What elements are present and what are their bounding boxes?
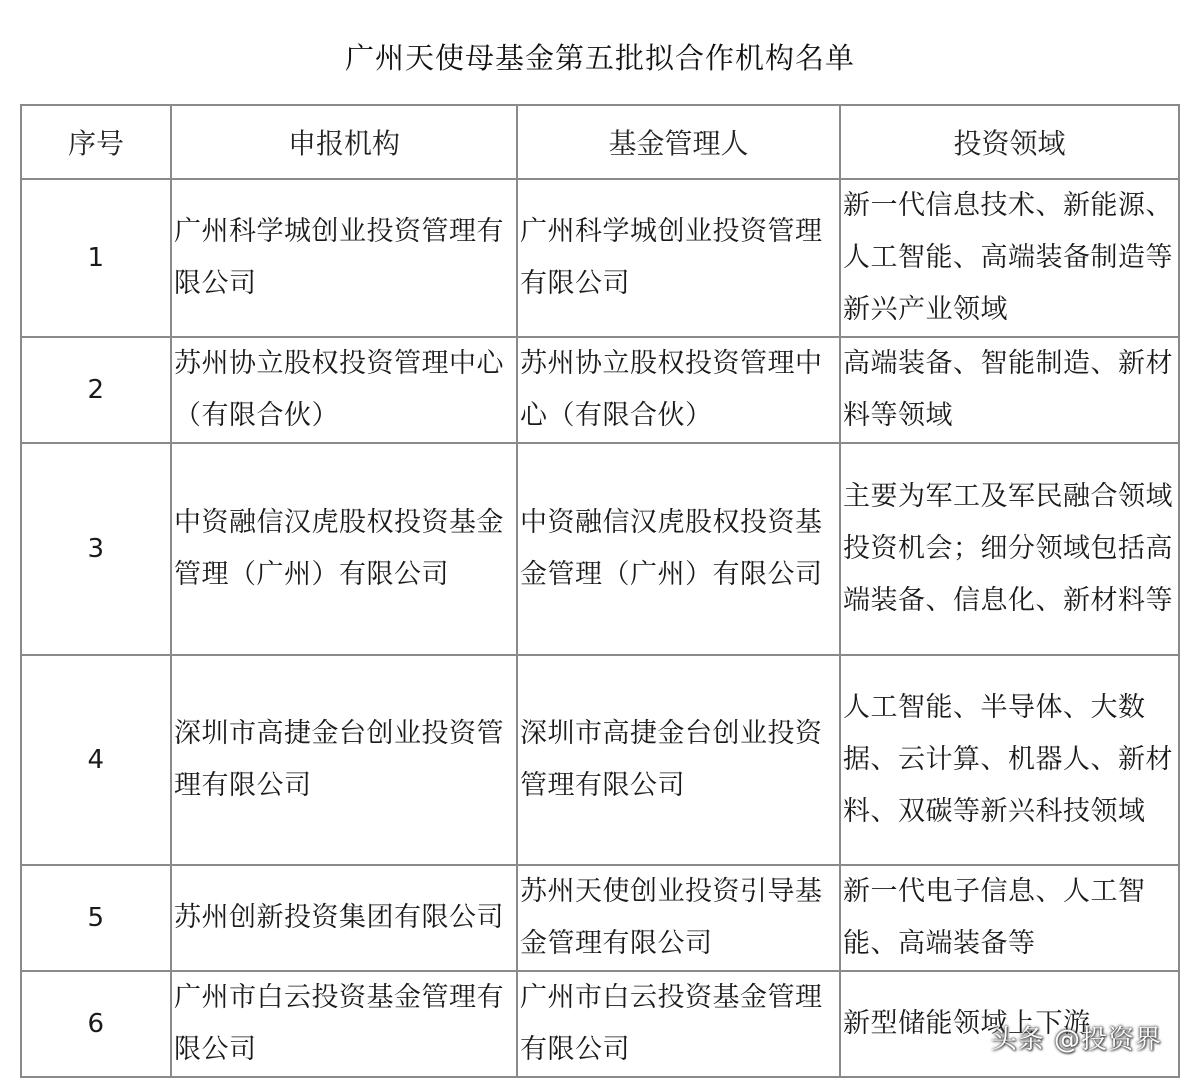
header-no: 序号 [21, 105, 171, 179]
row-no: 6 [21, 971, 171, 1077]
watermark: 头条 @投资界 [990, 1025, 1162, 1055]
row-field: 主要为军工及军民融合领域投资机会；细分领域包括高端装备、信息化、新材料等 [840, 443, 1179, 655]
table-row [21, 337, 1179, 443]
table-row [21, 865, 1179, 971]
table-header-row [21, 105, 1179, 179]
header-field: 投资领域 [840, 105, 1179, 179]
row-no: 2 [21, 337, 171, 443]
table-row [21, 655, 1179, 865]
row-manager: 苏州天使创业投资引导基金管理有限公司 [517, 865, 840, 971]
row-applicant: 苏州创新投资集团有限公司 [171, 865, 517, 971]
table-row [21, 443, 1179, 655]
row-field: 新一代电子信息、人工智能、高端装备等 [840, 865, 1179, 971]
row-applicant: 广州科学城创业投资管理有限公司 [171, 179, 517, 337]
table-row [21, 179, 1179, 337]
institution-table [20, 104, 1180, 1078]
row-manager: 中资融信汉虎股权投资基金管理（广州）有限公司 [517, 443, 840, 655]
row-field: 人工智能、半导体、大数据、云计算、机器人、新材料、双碳等新兴科技领域 [840, 655, 1179, 865]
row-no: 1 [21, 179, 171, 337]
row-field: 新型储能领域上下游 [840, 971, 1179, 1077]
row-applicant: 深圳市高捷金台创业投资管理有限公司 [171, 655, 517, 865]
row-applicant: 广州市白云投资基金管理有限公司 [171, 971, 517, 1077]
row-field: 新一代信息技术、新能源、人工智能、高端装备制造等新兴产业领域 [840, 179, 1179, 337]
header-manager: 基金管理人 [517, 105, 840, 179]
row-manager: 深圳市高捷金台创业投资管理有限公司 [517, 655, 840, 865]
row-no: 3 [21, 443, 171, 655]
document-title: 广州天使母基金第五批拟合作机构名单 [344, 41, 855, 75]
header-applicant: 申报机构 [171, 105, 517, 179]
row-manager: 广州市白云投资基金管理有限公司 [517, 971, 840, 1077]
row-applicant: 中资融信汉虎股权投资基金管理（广州）有限公司 [171, 443, 517, 655]
row-no: 4 [21, 655, 171, 865]
row-field: 高端装备、智能制造、新材料等领域 [840, 337, 1179, 443]
row-no: 5 [21, 865, 171, 971]
row-manager: 苏州协立股权投资管理中心（有限合伙） [517, 337, 840, 443]
row-applicant: 苏州协立股权投资管理中心（有限合伙） [171, 337, 517, 443]
row-manager: 广州科学城创业投资管理有限公司 [517, 179, 840, 337]
